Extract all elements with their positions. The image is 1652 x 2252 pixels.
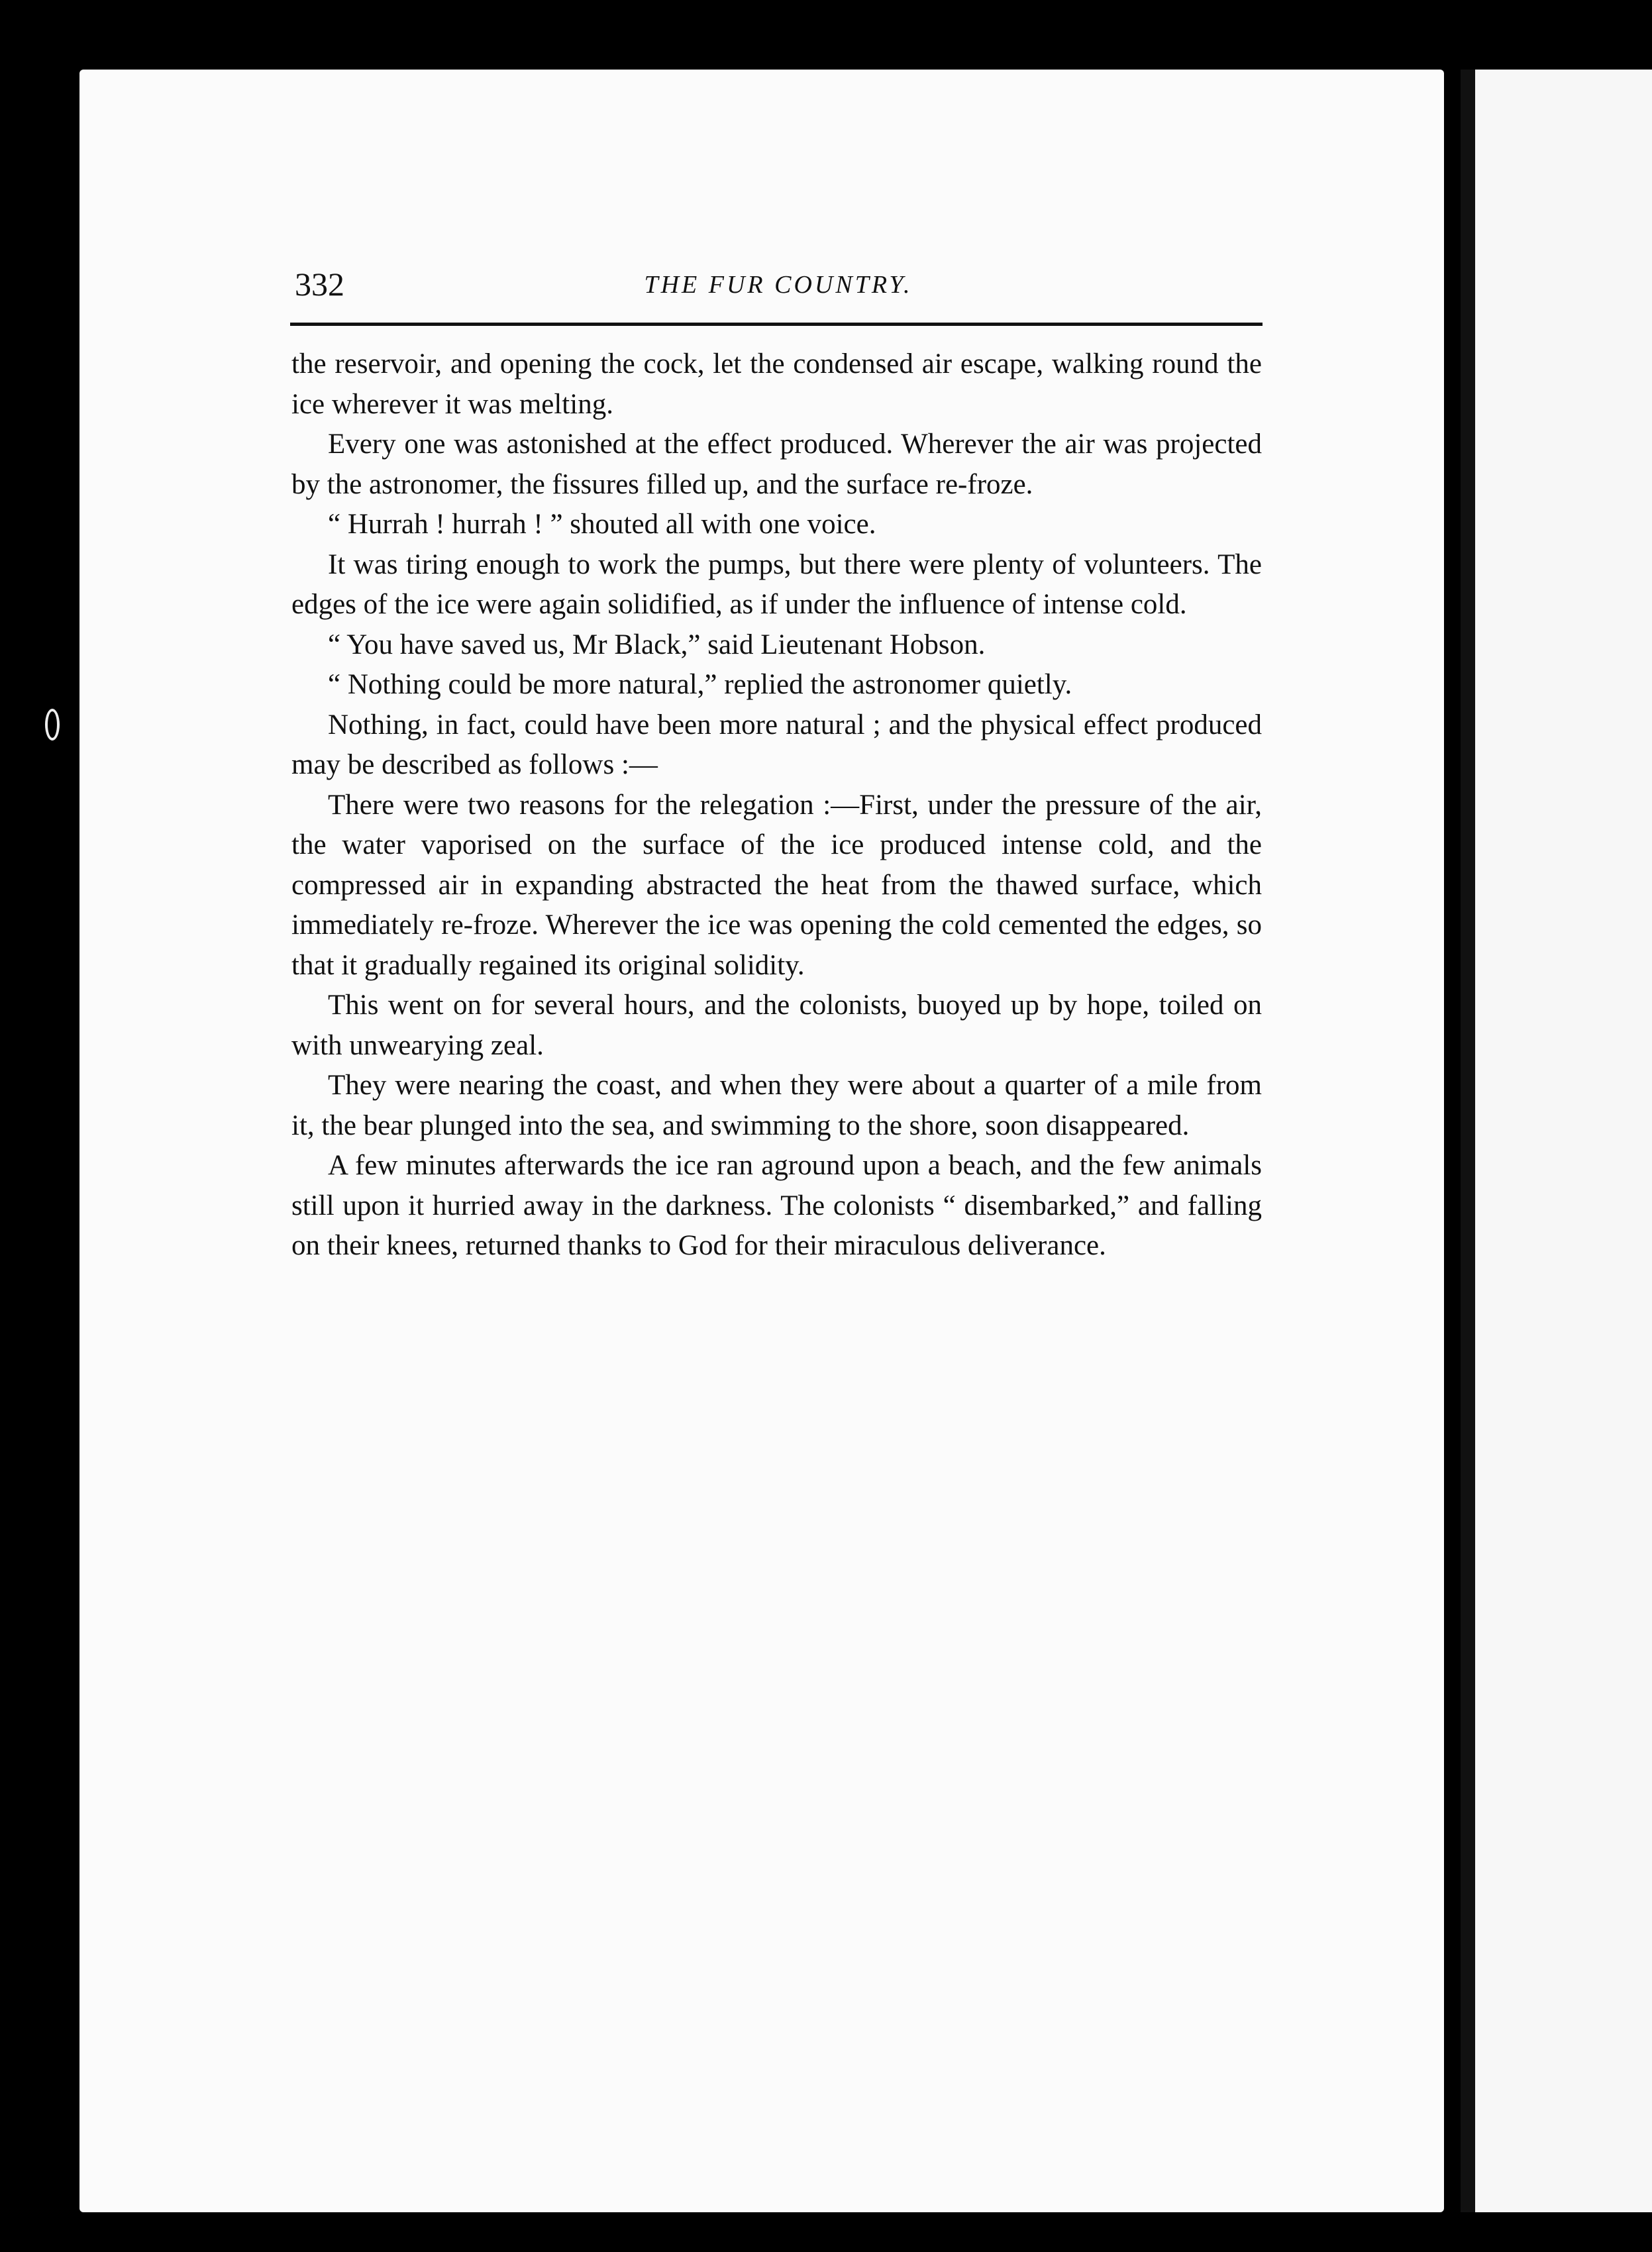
paragraph: Every one was astonished at the effect produced. Wherever the air was projected by the astronomer, the fissures filled up, and the surface re-froze. bbox=[291, 429, 1262, 500]
body-text bbox=[291, 344, 1262, 1266]
paragraph: Nothing, in fact, could have been more natural ; and the physical effect produced may be described as follows :— bbox=[291, 709, 1262, 780]
margin-mark bbox=[45, 709, 60, 741]
page-number: 332 bbox=[295, 266, 344, 303]
paragraph: This went on for several hours, and the colonists, buoyed up by hope, toiled on with unwearying zeal. bbox=[291, 990, 1262, 1061]
paragraph: There were two reasons for the relegation :—First, under the pressure of the air, the water vaporised on the surface of the ice produced intense cold, and the compressed air in expanding abstracted the heat from the thawed surface, which immediately re-froze. Wherever the ice was opening the cold cemented the edges, so that it gradually regained its original solidity. bbox=[291, 789, 1262, 981]
paragraph: “ You have saved us, Mr Black,” said Lieutenant Hobson. bbox=[328, 629, 986, 660]
facing-page-edge bbox=[1461, 70, 1652, 2212]
header-rule bbox=[290, 323, 1263, 326]
paragraph: “ Nothing could be more natural,” replied the astronomer quietly. bbox=[328, 669, 1072, 700]
running-title: THE FUR COUNTRY. bbox=[644, 271, 913, 299]
paragraph: “ Hurrah ! hurrah ! ” shouted all with one voice. bbox=[328, 509, 876, 540]
paragraph: It was tiring enough to work the pumps, but there were plenty of volunteers. The edges of the ice were again solidified, as if under the influence of intense cold. bbox=[291, 548, 1262, 620]
paragraph: the reservoir, and opening the cock, let the condensed air escape, walking round the ice wherever it was melting. bbox=[291, 348, 1262, 420]
page-header bbox=[295, 265, 1262, 305]
paragraph: A few minutes afterwards the ice ran aground upon a beach, and the few animals still upon it hurried away in the darkness. The colonists “ disembarked,” and falling on their knees, returned thanks to God for their miraculous deliverance. bbox=[291, 1150, 1262, 1261]
paragraph: They were nearing the coast, and when they were about a quarter of a mile from it, the bear plunged into the sea, and swimming to the shore, soon disappeared. bbox=[291, 1070, 1262, 1141]
page-gutter-shadow bbox=[1461, 70, 1475, 2212]
